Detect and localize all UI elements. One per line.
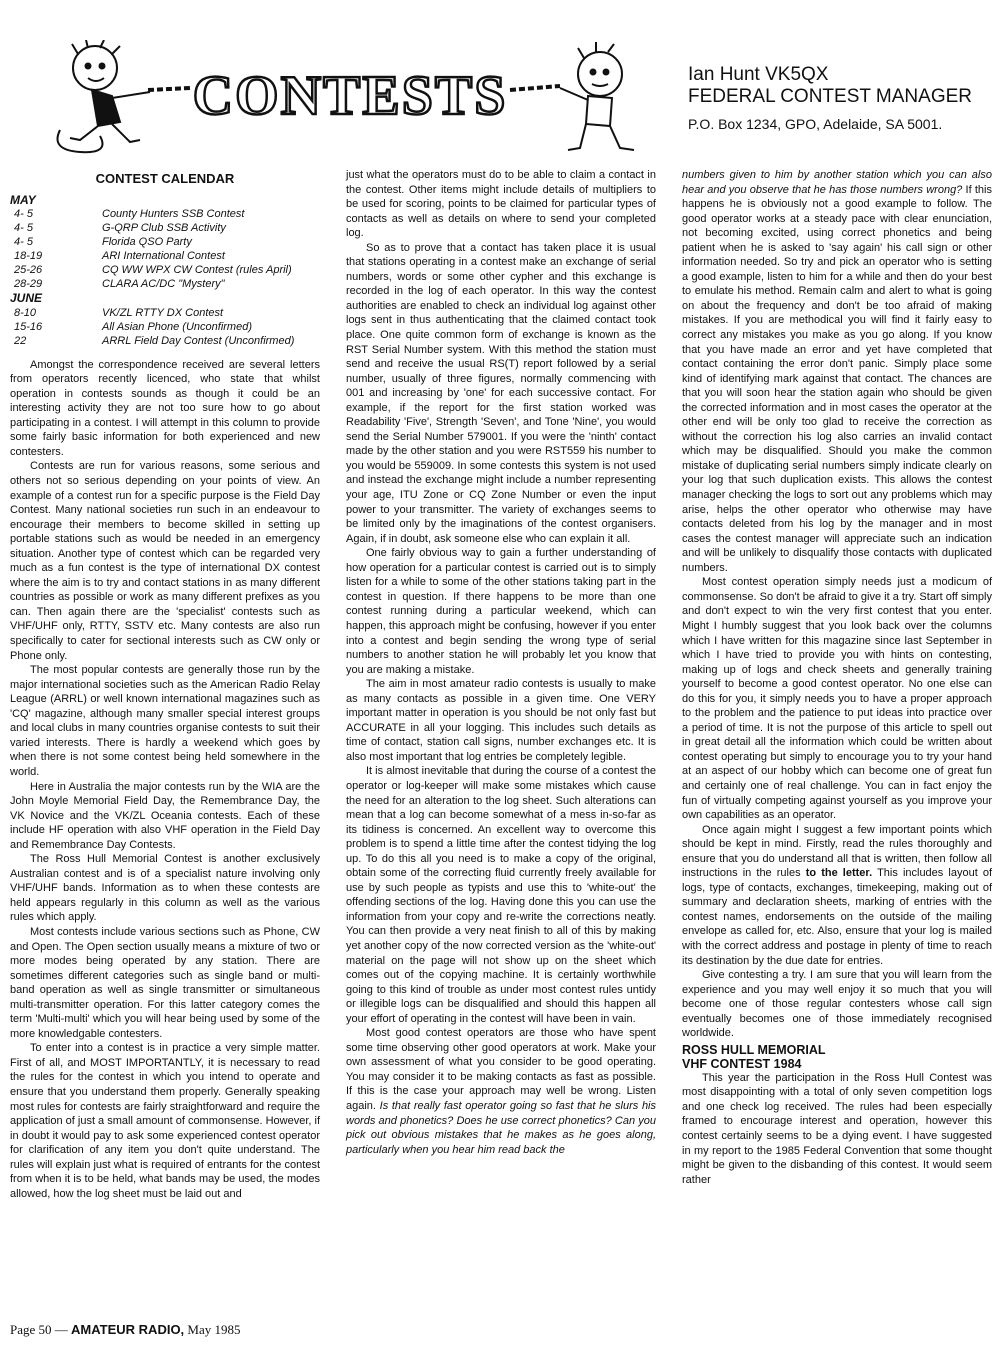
calendar-row <box>10 221 320 235</box>
calendar-row <box>10 249 320 263</box>
right-cartoon-figure <box>560 42 634 150</box>
calendar-event: CLARA AC/DC "Mystery" <box>102 278 225 291</box>
calendar-event: G-QRP Club SSB Activity <box>102 222 226 235</box>
column-3 <box>682 168 992 1187</box>
calendar-date: 4- 5 <box>14 236 33 249</box>
calendar-row <box>10 334 320 348</box>
calendar-event: ARI International Contest <box>102 250 225 263</box>
manager-address: P.O. Box 1234, GPO, Adelaide, SA 5001. <box>688 116 943 132</box>
article-paragraph: The Ross Hull Memorial Contest is another exclusively Australian contest and is of a specialist nature involving only VHF/UHF bands. Information as to when these contests are held appears regularly in this column as well as the various rules which apply. <box>10 853 320 924</box>
calendar-date: 8-10 <box>14 306 37 319</box>
article-paragraph: The most popular contests are generally those run by the major international societies such as the American Radio Relay League (ARRL) or well known international magazines such as 'CQ' magazine, although many smaller special interest groups and local clubs in many countries organise contests to suit their varied interests. There is hardly a weekend which goes by when there is not some contest being held somewhere in the world. <box>10 664 320 778</box>
article-paragraph: Here in Australia the major contests run by the WIA are the John Moyle Memorial Field Day, the Remembrance Day, the VK Novice and the VK/ZL Oceania contests. Each of these include HF operation with also VHF operation in the Field Day and Remembrance Day Contests. <box>10 780 320 851</box>
contest-calendar <box>10 172 320 348</box>
article-paragraph: just what the operators must do to be able to claim a contact in the contest. Other items might include details of multipliers to be used for scoring, points to be claimed for particular types of contacts as well as details on where to send your completed log. <box>346 169 656 240</box>
calendar-row <box>10 320 320 334</box>
calendar-date: 4- 5 <box>14 208 33 221</box>
rope-left <box>148 88 190 90</box>
article-paragraph: Most contests include various sections such as Phone, CW and Open. The Open section usually means a mixture of two or more modes being operated by any station. There are sometimes different categories such as single band or multi-band operation as well as single transmitter or simultaneous multi-transmitter operation. For this latter category comes the term 'Multi-multi' which you will hear being used by some of the more knowledgable contesters. <box>10 925 320 1040</box>
calendar-title: CONTEST CALENDAR <box>95 171 235 186</box>
column-2 <box>346 168 656 1157</box>
manager-role: FEDERAL CONTEST MANAGER <box>688 86 972 107</box>
section-heading: ROSS HULL MEMORIAL VHF CONTEST 1984 <box>682 1042 826 1071</box>
contests-banner <box>40 40 670 160</box>
calendar-event: VK/ZL RTTY DX Contest <box>102 306 224 319</box>
calendar-event: Florida QSO Party <box>102 236 192 249</box>
calendar-date: 4- 5 <box>14 222 33 235</box>
page-footer: Page 50 — AMATEUR RADIO, May 1985 <box>10 1322 241 1337</box>
calendar-row <box>10 207 320 221</box>
calendar-row <box>10 306 320 320</box>
calendar-month: MAY <box>10 192 36 207</box>
article-paragraph: To enter into a contest is in practice a very simple matter. First of all, and MOST IMPORTANTLY, it is necessary to read the rules for the contest in which you intend to operate and ensure that you understand them properly. Generally speaking most rules for contests are fairly straightforward and require the application of just a small amount of commonsense. However, if in doubt it would pay to ask some experienced contest operator for clarification of any item you don't quite understand. The rules will explain just what is required of entrants for the contest from when it is to be held, what bands may be used, the modes allowed, how the log sheet must be laid out and <box>10 1042 320 1200</box>
article-paragraph: So as to prove that a contact has taken place it is usual that stations operating in a contest make an exchange of serial numbers, words or some other cypher and this exchange is recorded in the log of each operator. In this way the contest authorities are enabled to check an individual log against other logs sent in thus authenticating that the claimed contact took place. One quite common form of exchange is known as the RST Serial Number system. With this method the station must send and receive the usual RS(T) report followed by a serial number, usually of three figures, normally commencing with 001 and increasing by 'one' for each successive contact. For example, if the report for the first station worked was Readability 'Five', Strength 'Seven', and Tone 'Nine', you would send the Serial Number 579001. If you were the 'ninth' contact made by the other station and you were RST559 his number to you would be 559009. In some contests this system is not used and instead the exchange might include a number representing your age, ITU Zone or CQ Zone Number or even the input power to your transmitter. The variety of exchanges seems to be limited only by the imaginations of the contest organisers. Again, if in doubt, ask someone else who can explain it all. <box>346 241 656 545</box>
article-paragraph: One fairly obvious way to gain a further understanding of how operation for a particular contest is carried out is to simply listen for a while to some of the other stations taking part in the contest in question. If there happens to be more than one contest running during a particular weekend, which can happen, this approach might be confusing, however if you enter into a contest and begin sending the wrong type of serial numbers to another station he will probably let you know that you are making a mistake. <box>346 547 656 676</box>
calendar-row <box>10 263 320 277</box>
calendar-event: All Asian Phone (Unconfirmed) <box>102 320 252 333</box>
calendar-date: 25-26 <box>14 264 43 277</box>
calendar-event: County Hunters SSB Contest <box>102 208 245 221</box>
calendar-row <box>10 235 320 249</box>
contests-title: CONTESTS <box>192 65 508 127</box>
left-cartoon-figure <box>58 40 151 152</box>
calendar-row <box>10 277 320 291</box>
rope-right <box>510 86 560 90</box>
article-paragraph: Most good contest operators are those who have spent some time observing other good operators at work. Make your own assessment of what you consider to be good operating. You may consider it to be making contacts as fast as possible. If this is the case your approach may well be wrong. Listen again. Is that really fast operator going so fast that he slurs his words and phonetics? Does he use correct phonetics? Can you pick out obvious mistakes that he makes as he goes along, particularly when you hear him read back the <box>346 1027 656 1156</box>
manager-name: Ian Hunt VK5QX <box>688 64 829 85</box>
article-paragraph: It is almost inevitable that during the course of a contest the operator or log-keeper will make some mistakes which cause the need for an alteration to the log sheet. Such alterations can mean that a log can become somewhat of a mess in-so-far as its tidiness is concerned. An excellent way to overcome this problem is to spend a little time after the contest tidying the log up. To do this all you need is to make a copy of the original, obtain some of the correcting fluid currently freely available for use by such people as typists and use this to 'white-out' the offending sections of the log. Having done this you can use the information from your copy and re-write the corrections neatly. You can then provide a very neat finish to all of this by making yet another copy of the now corrected version as the 'white-out' material on the page will not show up on the sheet which comes out of the copying machine. It is certainly worthwhile going to this kind of trouble as under most contest rules untidy or illegible logs can be disqualified and should this happen all your effort of operating in the contest will have been in vain. <box>346 765 656 1025</box>
calendar-date: 15-16 <box>14 320 43 333</box>
article-paragraph: numbers given to him by another station which you can also hear and you observe that he has those numbers wrong? If this happens he is obviously not a good example to follow. The good operator works at a steady pace with clear enunciation, not becoming excited, using correct phonetics and being patient when he is asked to 'say again' his call sign or other information needed. So try and pick an operator who is setting a good example, listen to him for a while and then do your best to emulate his method. Remain calm and alert to what is going on about the frequency and don't be too afraid of making mistakes. If you are methodical you will find it fairly easy to correct any mistakes you make as you go along. If you know that you have made an error and yet have completed that contact containing the error don't panic. Simply place some kind of identifying mark against that contact. The chances are that you will soon hear the station again who should be given the corrected information and in most cases the operator at the other end will be only too glad to receive the correction as without the correction his log also carries an invalid contact which may be disqualified. Should you make the common mistake of duplicating serial numbers simply indicate clearly on your log that such duplication exists. This allows the contest manager checking the logs to sort out any problems which may arise, helps the other operator who otherwise may have contacts deleted from his log by the manager and in most cases the contest manager will appreciate such an indication and will be unlikely to disqualify those contacts with duplicated numbers. <box>682 169 992 574</box>
article-paragraph: Contests are run for various reasons, some serious and others not so serious depending on your points of view. An example of a contest run for a specific purpose is the Field Day Contest. Many national societies run such in an endeavour to encourage their members to become skilled in setting up portable stations such as would be needed in an emergency situation. Another type of contest which can be regarded very much as a fun contest is the type of international DX contest where the aim is to try and contact stations in as many different countries as possible or work as many different prefixes as you can. Then again there are the 'specialist' contests such as VHF/UHF only, RTTY, SSTV etc. Many contests are also run specifically to cater for sectional interests such as CW only or Phone only. <box>10 460 320 662</box>
calendar-event: CQ WW WPX CW Contest (rules April) <box>102 264 292 277</box>
column-1 <box>10 168 320 1201</box>
calendar-date: 18-19 <box>14 250 43 263</box>
article-paragraph: Amongst the correspondence received are several letters from operators recently licenced, who state that whilst operation in contests sounds as though it could be an interesting activity they are not too sure how to go about participating in a contest. I will attempt in this column to provide some fairly basic information for both experienced and new contesters. <box>10 358 320 458</box>
article-paragraph: Once again might I suggest a few important points which should be kept in mind. Firstly, read the rules thoroughly and ensure that you do understand all that is written, then follow all instructions in the rules to the letter. This includes layout of logs, type of contacts, exchanges, timekeeping, making out of summary and declaration sheets, marking of entries with the contest names, endorsements on the outside of the mailing envelope as called for, etc. Also, ensure that your log is mailed with the correct address and postage in plenty of time to reach its destination by the due date for entries. <box>682 823 993 967</box>
calendar-event: ARRL Field Day Contest (Unconfirmed) <box>102 334 295 347</box>
article-paragraph: This year the participation in the Ross Hull Contest was most disappointing with a total of only seven competition logs and one check log received. The rules had been especially framed to encourage interest and operation, however this contest certainly seems to be a dying event. I have suggested in my report to the 1985 Federal Convention that some thought might be given to the disbanding of this contest. It would seem rather <box>682 1071 992 1186</box>
article-paragraph: Give contesting a try. I am sure that you will learn from the experience and you may well enjoy it so much that you will become one of those regular contesters whose call sign eventually becomes one of those immediately recognised worldwide. <box>682 969 992 1040</box>
calendar-month: JUNE <box>10 291 43 306</box>
contact-block <box>688 64 972 132</box>
article-paragraph: The aim in most amateur radio contests is usually to make as many contacts as possible in a given time. One VERY important matter in operation is you should be not only fast but ACCURATE in all your logging. This includes such details as time of contact, station call signs, number exchanges etc. It is also most important that log entries be completely legible. <box>346 678 656 763</box>
calendar-date: 28-29 <box>14 278 43 291</box>
calendar-date: 22 <box>14 334 27 347</box>
article-paragraph: Most contest operation simply needs just a modicum of commonsense. So don't be afraid to give it a try. Start off simply and don't expect to win the very first contest that you enter. Might I humbly suggest that you look back over the columns which I have written for this magazine since last September in which I have tried to provide you with hints on contesting, making up of logs and check sheets and generally training yourself to become a good contest operator. No one else can do this for you, it simply needs you to have a proper approach to the problem and the patience to put ideas into practice over a period of time. It is not the purpose of this article to spell out in great detail all the information which could be written about contest operating but simply to encourage you to try your hand at an aspect of our hobby which can become one of great fun and certainly one of real challenge. You can in fact enjoy the fun of virtually competing against yourself as you improve your own capabilities as an operator. <box>682 576 992 822</box>
